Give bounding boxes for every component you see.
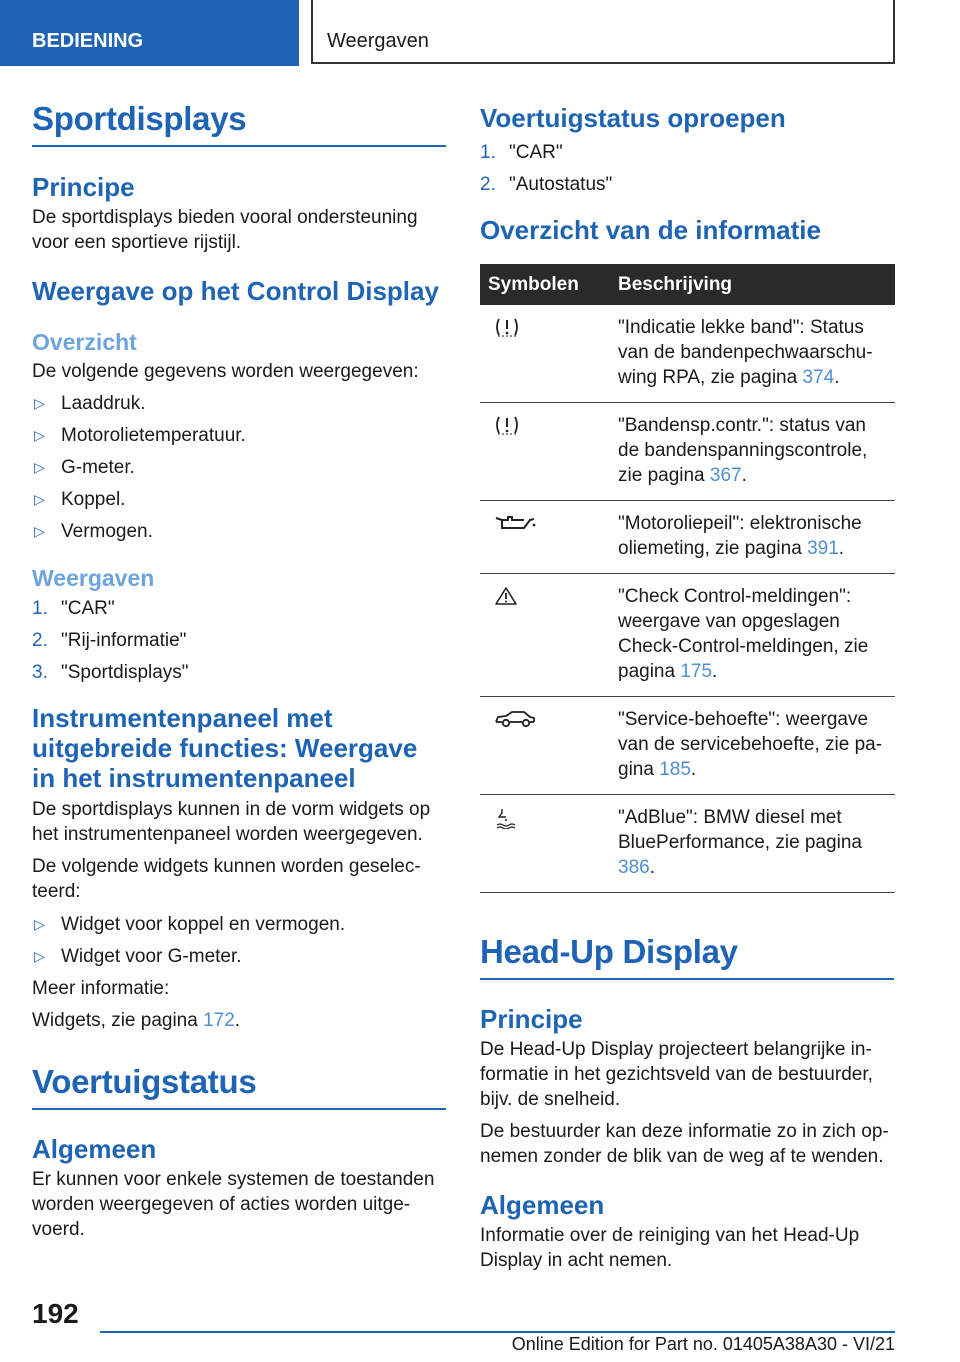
- header-section-tab: [0, 0, 299, 66]
- reference-text: Widgets, zie pagina: [32, 1010, 204, 1031]
- description-cell: [610, 403, 895, 501]
- list-item-text: Widget voor G-meter.: [61, 946, 242, 967]
- description-suffix: .: [838, 538, 845, 559]
- bullet-triangle-icon: ▷: [34, 459, 45, 475]
- column-header-beschrijving: Beschrijving: [610, 264, 895, 305]
- bullet-triangle-icon: ▷: [34, 916, 45, 932]
- table-row: [480, 795, 895, 893]
- hud-algemeen-heading: Algemeen: [480, 1190, 605, 1220]
- instrument-text-2: De volgende widgets kunnen worden geselecteerd:: [32, 856, 421, 902]
- oil-can-icon: [494, 513, 536, 533]
- voertuigstatus-title: Voertuigstatus: [32, 1063, 446, 1110]
- description-text: "Service-behoefte": weergave van de servicebehoefte, zie pagina: [618, 709, 883, 780]
- instrument-heading: Instrumentenpaneel met uitgebreide functies: Weergave in het instrumentenpaneel: [32, 703, 418, 793]
- step-number: 3.: [32, 662, 48, 683]
- description-cell: [610, 501, 895, 574]
- step-text: "Autostatus": [509, 174, 613, 195]
- header-topic-label: Weergaven: [327, 30, 429, 52]
- informatie-heading: Overzicht van de informatie: [480, 215, 821, 245]
- page-link-172[interactable]: 172: [203, 1010, 235, 1031]
- page-link-386[interactable]: 386: [618, 857, 650, 878]
- step-text: "CAR": [61, 598, 115, 619]
- instrument-text-1: De sportdisplays kunnen in de vorm widgets op het instrumentenpaneel worden weergegeven.: [32, 799, 431, 845]
- description-text: "Bandensp.contr.": status van de bandenspanningscontrole, zie pagina: [618, 415, 868, 486]
- step-item: [32, 596, 446, 621]
- tire-warning-icon: [494, 317, 520, 337]
- table-row: [480, 305, 895, 403]
- description-text: "Indicatie lekke band": Status van de bandenpechwaarschuwing RPA, zie pagina: [618, 317, 873, 388]
- footer-edition: Online Edition for Part no. 01405A38A30 - VI/21: [511, 1334, 895, 1354]
- left-column: [32, 100, 446, 1242]
- description-cell: [610, 697, 895, 795]
- list-item: [32, 487, 446, 512]
- page-link-185[interactable]: 185: [659, 759, 691, 780]
- sportdisplays-title: Sportdisplays: [32, 100, 446, 147]
- step-number: 1.: [32, 598, 48, 619]
- symbol-cell: [480, 305, 610, 403]
- step-text: "Rij-informatie": [61, 630, 187, 651]
- page-link-367[interactable]: 367: [709, 465, 742, 486]
- step-item: [480, 140, 894, 165]
- list-item-text: G-meter.: [61, 457, 135, 478]
- hud-principe-text-1: De Head-Up Display projecteert belangrijke informatie in het gezichtsveld van de bestuurder, bijv. de snelheid.: [480, 1039, 873, 1110]
- description-text: "Check Control-meldingen": weergave van opgeslagen Check-Control-meldingen, zie pagina: [618, 586, 869, 682]
- symbol-cell: [480, 403, 610, 501]
- step-number: 1.: [480, 142, 496, 163]
- description-cell: [610, 795, 895, 893]
- informatie-table: [480, 264, 895, 893]
- page-link-175[interactable]: 175: [680, 661, 713, 682]
- principe-heading: Principe: [32, 172, 135, 202]
- bullet-triangle-icon: ▷: [34, 491, 45, 507]
- overzicht-intro: De volgende gegevens worden weergegeven:: [32, 361, 419, 382]
- service-car-icon: [494, 709, 536, 729]
- list-item-text: Vermogen.: [61, 521, 153, 542]
- symbol-cell: [480, 697, 610, 795]
- description-text: "Motoroliepeil": elektronische oliemeting, zie pagina: [618, 513, 862, 559]
- symbol-cell: [480, 574, 610, 697]
- hud-principe-text-2: De bestuurder kan deze informatie zo in zich opnemen zonder de blik van de weg af te wenden.: [480, 1121, 889, 1167]
- table-row: [480, 501, 895, 574]
- principe-text: De sportdisplays bieden vooral ondersteuning voor een sportieve rijstijl.: [32, 207, 418, 253]
- table-header-row: [480, 264, 895, 305]
- more-info-label: Meer informatie:: [32, 978, 170, 999]
- list-item-text: Motorolietemperatuur.: [61, 425, 246, 446]
- description-cell: [610, 574, 895, 697]
- page-link-391[interactable]: 391: [807, 538, 839, 559]
- list-item: [32, 944, 446, 969]
- hud-principe-heading: Principe: [480, 1004, 583, 1034]
- list-item-text: Widget voor koppel en vermogen.: [61, 914, 346, 935]
- algemeen-text: Er kunnen voor enkele systemen de toestanden worden weergegeven of acties worden uitgevoerd.: [32, 1169, 435, 1240]
- table-row: [480, 574, 895, 697]
- description-suffix: .: [712, 661, 718, 682]
- list-item: [32, 391, 446, 416]
- overzicht-heading: Overzicht: [32, 329, 137, 355]
- symbol-cell: [480, 795, 610, 893]
- algemeen-heading: Algemeen: [32, 1134, 157, 1164]
- bullet-triangle-icon: ▷: [34, 427, 45, 443]
- column-header-symbolen: Symbolen: [480, 264, 610, 305]
- list-item-text: Koppel.: [61, 489, 126, 510]
- header-topic-box: [311, 0, 895, 64]
- right-column: [480, 100, 894, 1273]
- list-item-text: Laaddruk.: [61, 393, 146, 414]
- bullet-triangle-icon: ▷: [34, 948, 45, 964]
- oproepen-heading: Voertuigstatus oproepen: [480, 103, 786, 133]
- hud-algemeen-text: Informatie over de reiniging van het Head-Up Display in acht nemen.: [480, 1225, 860, 1271]
- table-row: [480, 403, 895, 501]
- symbol-cell: [480, 501, 610, 574]
- list-item: [32, 455, 446, 480]
- adblue-icon: [494, 807, 518, 829]
- tire-pressure-icon: [494, 415, 520, 435]
- step-number: 2.: [480, 174, 496, 195]
- step-text: "Sportdisplays": [61, 662, 189, 683]
- widgets-reference: [32, 1008, 446, 1033]
- warning-triangle-icon: [494, 586, 518, 606]
- step-item: [480, 172, 894, 197]
- table-row: [480, 697, 895, 795]
- weergaven-heading: Weergaven: [32, 565, 155, 591]
- description-suffix: .: [741, 465, 747, 486]
- reference-suffix: .: [234, 1010, 241, 1031]
- step-number: 2.: [32, 630, 48, 651]
- description-suffix: .: [649, 857, 655, 878]
- page-number: 192: [32, 1298, 79, 1329]
- widgets-list: [32, 912, 446, 969]
- step-item: [32, 628, 446, 653]
- description-suffix: .: [834, 367, 840, 388]
- list-item: [32, 519, 446, 544]
- description-suffix: .: [690, 759, 697, 780]
- list-item: [32, 423, 446, 448]
- bullet-triangle-icon: ▷: [34, 395, 45, 411]
- weergave-heading: Weergave op het Control Display: [32, 276, 439, 306]
- weergaven-steps: [32, 596, 446, 685]
- bullet-triangle-icon: ▷: [34, 523, 45, 539]
- hud-title: Head-Up Display: [480, 933, 894, 980]
- step-text: "CAR": [509, 142, 563, 163]
- description-cell: [610, 305, 895, 403]
- step-item: [32, 660, 446, 685]
- header-section-label: BEDIENING: [32, 30, 144, 52]
- overzicht-list: [32, 391, 446, 544]
- list-item: [32, 912, 446, 937]
- page-link-374[interactable]: 374: [802, 367, 835, 388]
- oproepen-steps: [480, 140, 894, 197]
- description-text: "AdBlue": BMW diesel met BluePerformance, zie pagina: [618, 807, 862, 853]
